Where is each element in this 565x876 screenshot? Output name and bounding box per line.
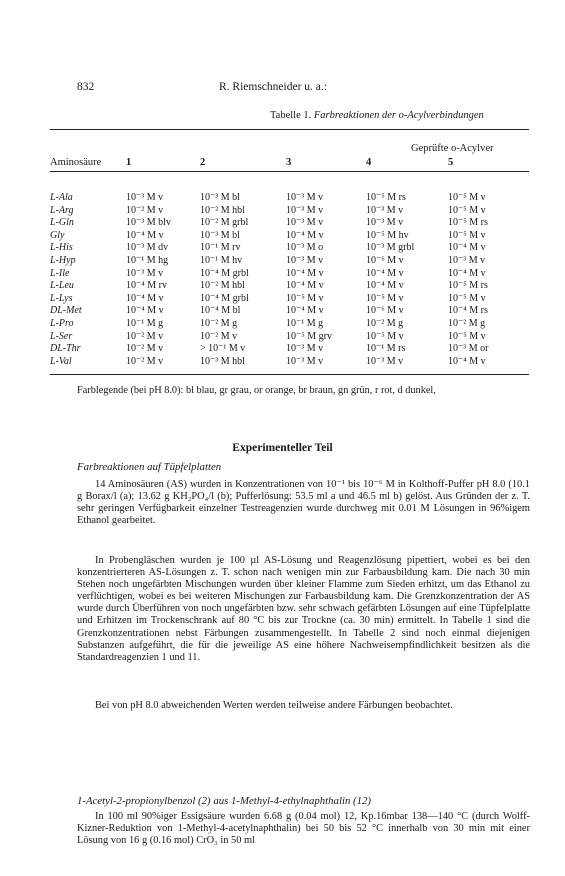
concentration-cell: 10⁻³ M v [448, 254, 486, 266]
column-header-1: 1 [126, 157, 132, 168]
concentration-cell: 10⁻³ M bl [200, 229, 240, 241]
concentration-cell: 10⁻¹ M rs [366, 343, 406, 355]
table-caption-prefix: Tabelle 1. [270, 110, 312, 121]
concentration-cell: 10⁻² M v [126, 343, 164, 355]
concentration-cell: 10⁻³ M or [448, 343, 489, 355]
table-header-rule [50, 171, 529, 172]
table-row [50, 280, 530, 293]
concentration-cell: 10⁻³ M v [366, 355, 404, 367]
concentration-cell: 10⁻⁴ M bl [200, 305, 241, 317]
table-row [50, 331, 530, 344]
concentration-cell: 10⁻⁴ M grbl [200, 267, 249, 279]
concentration-cell: 10⁻⁵ M rs [448, 280, 488, 292]
table-top-rule [50, 129, 529, 130]
section-title: Experimenteller Teil [232, 442, 333, 454]
concentration-cell: 10⁻⁵ M v [448, 292, 486, 304]
concentration-cell: 10⁻¹ M hv [200, 254, 243, 266]
paragraph: In 100 ml 90%iger Essigsäure wurden 6.68 g (0.04 mol) 12, Kp.16mbar 138—140 °C (durch Wolff-Kizner-Reduktion von 1-Methyl-4-acetylnaphthalin) bei 50 bis 52 °C innerhalb von 30 min mit einer Lösung von 16 g (0.16 mol) CrO₃ in 50 ml [77, 811, 530, 847]
column-header-5: 5 [448, 157, 454, 168]
concentration-cell: 10⁻³ M v [366, 204, 404, 216]
concentration-cell: 10⁻³ M v [286, 343, 324, 355]
concentration-cell: 10⁻³ M grbl [366, 242, 415, 254]
concentration-cell: 10⁻³ M v [126, 267, 164, 279]
concentration-cell: 10⁻⁴ M v [126, 305, 164, 317]
concentration-cell: 10⁻⁶ M v [366, 254, 404, 266]
table-row [50, 230, 530, 243]
concentration-cell: 10⁻⁵ M grv [286, 330, 332, 342]
subheading: Farbreaktionen auf Tüpfelplatten [77, 461, 222, 473]
concentration-cell: 10⁻² M v [200, 330, 238, 342]
amino-acid-cell: L-Hyp [50, 254, 76, 266]
concentration-cell: > 10⁻¹ M v [200, 343, 246, 355]
concentration-cell: 10⁻² M v [126, 355, 164, 367]
concentration-cell: 10⁻² M g [366, 317, 404, 329]
table-row [50, 305, 530, 318]
concentration-cell: 10⁻⁵ M v [448, 192, 486, 203]
concentration-cell: 10⁻² M grbl [200, 217, 249, 229]
concentration-cell: 10⁻⁵ M rs [366, 192, 406, 203]
concentration-cell: 10⁻¹ M g [286, 317, 324, 329]
amino-acid-cell: DL-Thr [50, 343, 81, 355]
table-bottom-rule [50, 374, 529, 375]
paragraph: 14 Aminosäuren (AS) wurden in Konzentrationen von 10⁻¹ bis 10⁻⁶ M in Kolthoff-Puffer pH 8.0 (10.1 g Borax/l (a); 13.62 g KH₂PO₄/l (b); Pufferlösung: 53.5 ml a und 46.5 ml b) gelöst. Aus Gründen der z. T. sehr geringen Verfügbarkeit einzelner Testreagenzien wurde durchweg mit 0.01 M Lösungen in 96%igem Ethanol gearbeitet. [77, 479, 530, 527]
concentration-cell: 10⁻⁴ M v [448, 355, 486, 367]
column-header-3: 3 [286, 157, 292, 168]
concentration-cell: 10⁻² M g [448, 317, 486, 329]
concentration-cell: 10⁻² M v [126, 204, 164, 216]
amino-acid-cell: L-His [50, 242, 73, 254]
concentration-cell: 10⁻² M g [200, 317, 238, 329]
column-header-4: 4 [366, 157, 372, 168]
concentration-cell: 10⁻¹ M g [126, 317, 164, 329]
concentration-cell: 10⁻³ M dv [126, 242, 169, 254]
concentration-cell: 10⁻³ M v [286, 204, 324, 216]
concentration-cell: 10⁻¹ M rv [200, 242, 241, 254]
concentration-cell: 10⁻⁵ M v [366, 330, 404, 342]
concentration-cell: 10⁻⁴ M v [448, 242, 486, 254]
amino-acid-cell: L-Leu [50, 280, 74, 292]
concentration-cell: 10⁻⁴ M v [448, 267, 486, 279]
concentration-cell: 10⁻² M hbl [200, 280, 245, 292]
concentration-cell: 10⁻⁵ M v [366, 292, 404, 304]
table-caption-title: Farbreaktionen der o-Acylverbindungen [313, 110, 484, 121]
concentration-cell: 10⁻³ M v [286, 254, 324, 266]
table-body [50, 192, 530, 368]
concentration-cell: 10⁻⁵ M v [448, 229, 486, 241]
amino-acid-cell: Gly [50, 229, 65, 241]
table-row [50, 293, 530, 306]
concentration-cell: 10⁻³ M bl [200, 192, 240, 203]
amino-acid-cell: L-Pro [50, 317, 74, 329]
running-head: R. Riemschneider u. a.: [219, 81, 327, 93]
concentration-cell: 10⁻⁶ M v [366, 305, 404, 317]
table-group-header: Geprüfte o-Acylver [411, 143, 494, 154]
table-row [50, 192, 530, 205]
amino-acid-cell: L-Arg [50, 204, 74, 216]
amino-acid-cell: L-Lys [50, 292, 73, 304]
concentration-cell: 10⁻⁴ M v [286, 229, 324, 241]
concentration-cell: 10⁻⁴ M rs [448, 305, 488, 317]
table-row [50, 268, 530, 281]
column-header-aminosaeure: Aminosäure [50, 157, 102, 168]
concentration-cell: 10⁻¹ M hg [126, 254, 169, 266]
concentration-cell: 10⁻³ M v [286, 217, 324, 229]
concentration-cell: 10⁻³ M hbl [200, 355, 245, 367]
concentration-cell: 10⁻³ M v [126, 192, 164, 203]
paragraph: Bei von pH 8.0 abweichenden Werten werden teilweise andere Färbungen beobachtet. [95, 700, 453, 711]
concentration-cell: 10⁻⁴ M grbl [200, 292, 249, 304]
table-row [50, 255, 530, 268]
table-row [50, 318, 530, 331]
amino-acid-cell: L-Val [50, 355, 72, 367]
table-row [50, 242, 530, 255]
subheading: 1-Acetyl-2-propionylbenzol (2) aus 1-Methyl-4-ethylnaphthalin (12) [77, 795, 372, 807]
concentration-cell: 10⁻⁵ M rs [448, 217, 488, 229]
table-row [50, 343, 530, 356]
concentration-cell: 10⁻⁵ M v [448, 204, 486, 216]
concentration-cell: 10⁻² M hbl [200, 204, 245, 216]
amino-acid-cell: DL-Met [50, 305, 82, 317]
concentration-cell: 10⁻⁴ M v [286, 267, 324, 279]
table-row [50, 217, 530, 230]
table-row [50, 205, 530, 218]
page-number: 832 [77, 81, 95, 93]
amino-acid-cell: L-Gln [50, 217, 74, 229]
table-caption [270, 110, 484, 121]
concentration-cell: 10⁻⁴ M v [366, 267, 404, 279]
concentration-cell: 10⁻⁵ M hv [366, 229, 409, 241]
amino-acid-cell: L-Ile [50, 267, 70, 279]
table-row [50, 356, 530, 369]
concentration-cell: 10⁻⁴ M v [126, 229, 164, 241]
concentration-cell: 10⁻³ M v [286, 355, 324, 367]
concentration-cell: 10⁻⁴ M v [286, 280, 324, 292]
concentration-cell: 10⁻⁵ M v [448, 330, 486, 342]
concentration-cell: 10⁻⁴ M v [286, 305, 324, 317]
paragraph: In Probengläschen wurden je 100 µl AS-Lösung und Reagenzlösung pipettiert, wobei es bei den konzentrierteren AS-Lösungen z. T. schon nach wenigen min zur Farbausbildung kam. Die nach 30 min Stehen noch ungefärbten Mischungen wurden über kleiner Flamme zum Sieden erhitzt, um das Ethanol zu verflüchtigen, wobei es bei weiteren Mischungen zur Farbausbildung kam. Die Grenzkonzentration der AS wurde durch Überführen von noch ungefärbten bzw. sehr schwach gefärbten Lösungen auf eine Tüpfelplatte und Erhitzen im Trockenschrank auf 80 °C bis zur Trockne (ca. 30 min) ermittelt. In Tabelle 1 sind die Grenzkonzentrationen nebst Färbungen zusammengestellt. In Tabelle 2 sind noch einmal diejenigen Substanzen aufgeführt, die für die jeweilige AS eine höhere Nachweisempfindlichkeit besitzen als die Standardreagenzien 1 und 11. [77, 555, 530, 663]
column-header-2: 2 [200, 157, 206, 168]
concentration-cell: 10⁻⁴ M v [126, 292, 164, 304]
concentration-cell: 10⁻⁵ M v [286, 292, 324, 304]
amino-acid-cell: L-Ala [50, 192, 73, 203]
concentration-cell: 10⁻⁴ M rv [126, 280, 167, 292]
concentration-cell: 10⁻³ M o [286, 242, 324, 254]
table-legend: Farblegende (bei pH 8.0): bl blau, gr grau, or orange, br braun, gn grün, r rot, d dunkel, [77, 385, 436, 396]
concentration-cell: 10⁻³ M blv [126, 217, 171, 229]
concentration-cell: 10⁻³ M v [286, 192, 324, 203]
concentration-cell: 10⁻⁴ M v [366, 280, 404, 292]
concentration-cell: 10⁻³ M v [366, 217, 404, 229]
amino-acid-cell: L-Ser [50, 330, 73, 342]
concentration-cell: 10⁻² M v [126, 330, 164, 342]
